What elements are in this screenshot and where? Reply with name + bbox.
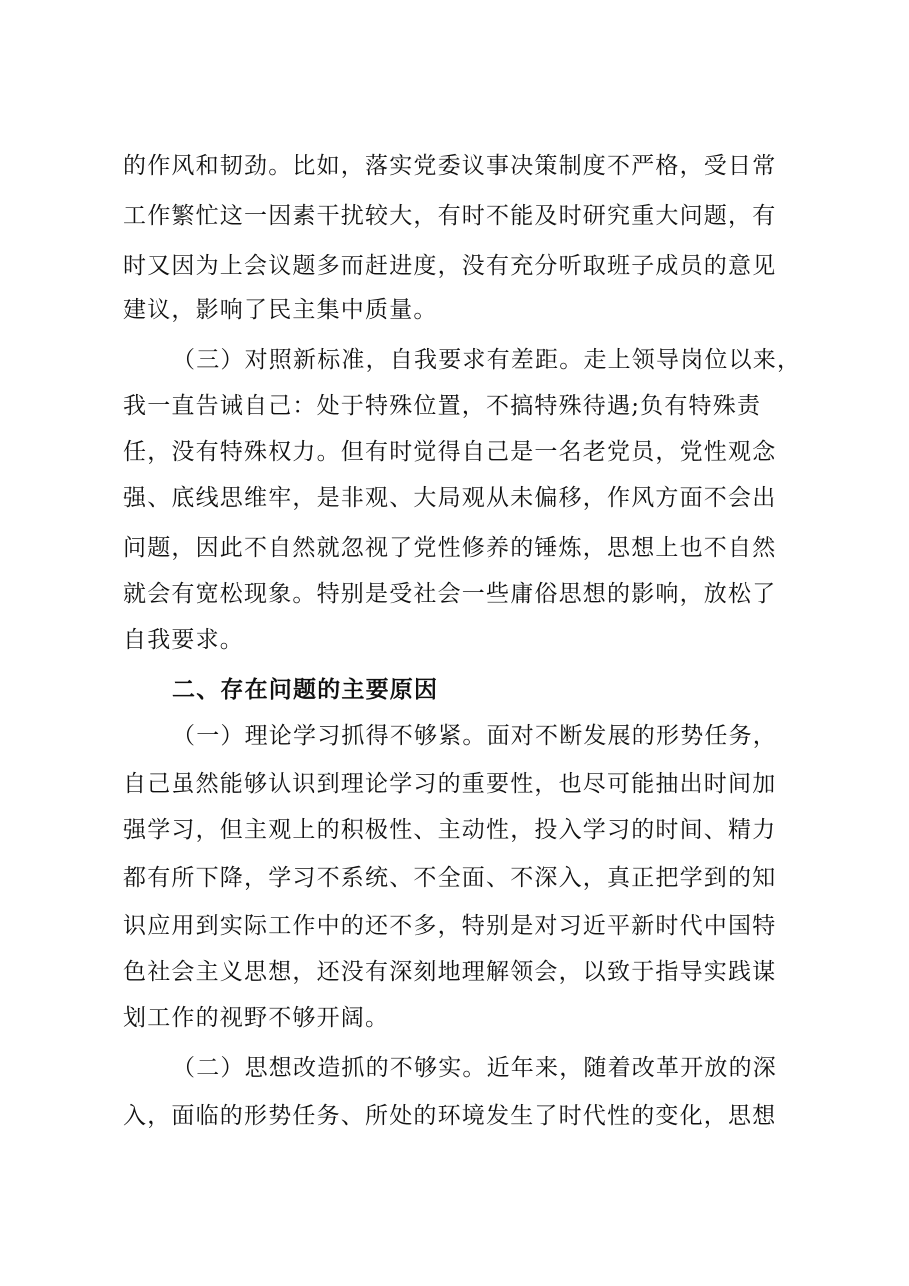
paragraph-line: （一）理论学习抓得不够紧。面对不断发展的形势任务，	[172, 723, 777, 749]
paragraph-line: 识应用到实际工作中的还不多，特别是对习近平新时代中国特	[123, 913, 777, 939]
paragraph-line: 色社会主义思想，还没有深刻地理解领会，以致于指导实践谋	[123, 959, 777, 985]
paragraph-line: 工作繁忙这一因素干扰较大，有时不能及时研究重大问题，有	[123, 203, 777, 229]
paragraph-line: （二）思想改造抓的不够实。近年来，随着改革开放的深	[172, 1055, 777, 1081]
paragraph-line: 强学习，但主观上的积极性、主动性，投入学习的时间、精力	[123, 817, 777, 843]
paragraph-line: 的作风和韧劲。比如，落实党委议事决策制度不严格，受日常	[123, 153, 777, 179]
paragraph-line: 强、底线思维牢，是非观、大局观从未偏移，作风方面不会出	[123, 485, 777, 511]
paragraph-line: 我一直告诫自己：处于特殊位置，不搞特殊待遇;负有特殊责	[123, 393, 762, 419]
section-heading: 二、存在问题的主要原因	[172, 677, 439, 703]
paragraph-line: 都有所下降，学习不系统、不全面、不深入，真正把学到的知	[123, 865, 777, 891]
paragraph-line: （三）对照新标准，自我要求有差距。走上领导岗位以来，	[172, 347, 802, 373]
paragraph-line: 自己虽然能够认识到理论学习的重要性，也尽可能抽出时间加	[123, 771, 777, 797]
paragraph-line: 问题，因此不自然就忽视了党性修养的锤炼，思想上也不自然	[123, 535, 777, 561]
paragraph-line: 建议，影响了民主集中质量。	[123, 297, 438, 323]
paragraph-line: 划工作的视野不够开阔。	[123, 1005, 390, 1031]
paragraph-line: 任，没有特殊权力。但有时觉得自己是一名老党员，党性观念	[123, 439, 777, 465]
paragraph-line: 自我要求。	[123, 627, 244, 653]
paragraph-line: 时又因为上会议题多而赶进度，没有充分听取班子成员的意见	[123, 253, 777, 279]
paragraph-line: 入，面临的形势任务、所处的环境发生了时代性的变化，思想	[123, 1103, 777, 1129]
paragraph-line: 就会有宽松现象。特别是受社会一些庸俗思想的影响，放松了	[123, 581, 777, 607]
